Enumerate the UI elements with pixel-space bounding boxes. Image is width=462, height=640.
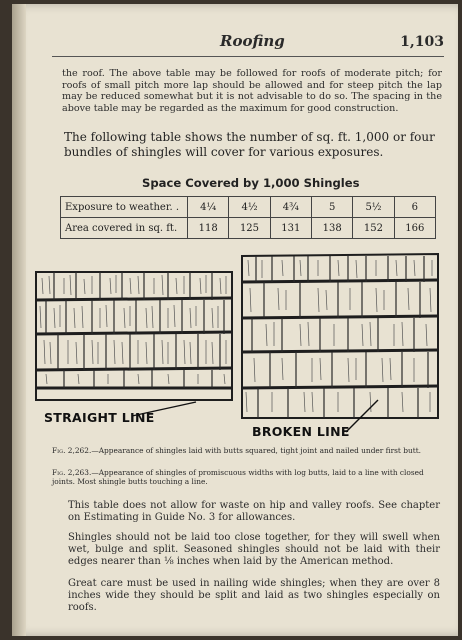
straight-line-label: STRAIGHT LINE xyxy=(44,410,155,425)
table-cell: 4½ xyxy=(229,197,270,218)
straight-line-pointer xyxy=(130,400,200,418)
waste-paragraph: This table does not allow for waste on hip and valley roofs. See chapter on Estimating in Guide No. 3 for allowances. xyxy=(68,500,440,523)
coverage-table xyxy=(60,196,436,239)
page-header xyxy=(52,30,448,56)
spacing-paragraph: Shingles should not be laid too close together, for they will swell when wet, bulge and split. Seasoned shingles should not be laid with their edges nearer than ⅛ inches when laid by the American method. xyxy=(68,532,440,567)
page-gutter xyxy=(12,4,26,636)
table-row xyxy=(61,197,436,218)
figure-caption-2262 xyxy=(52,446,440,455)
table-cell: 138 xyxy=(311,218,352,239)
table-intro-paragraph: The following table shows the number of sq. ft. 1,000 or four bundles of shingles will cover for various exposures. xyxy=(64,130,435,159)
table-cell: 4¼ xyxy=(188,197,229,218)
broken-line-shingle-illustration xyxy=(238,252,442,422)
figure-number: Fig. 2,263. xyxy=(52,468,92,477)
table-cell: 5½ xyxy=(353,197,394,218)
table-cell: 6 xyxy=(394,197,435,218)
table-cell: 125 xyxy=(229,218,270,239)
table-cell: 131 xyxy=(270,218,311,239)
caption-text: —Appearance of shingles laid with butts squared, tight joint and nailed under first butt. xyxy=(91,446,422,455)
table-cell: 152 xyxy=(353,218,394,239)
table-row xyxy=(61,218,436,239)
page-number: 1,103 xyxy=(400,34,444,50)
figure-caption-2263 xyxy=(52,468,440,486)
header-rule xyxy=(52,56,444,57)
table-title: Space Covered by 1,000 Shingles xyxy=(142,176,360,190)
figure-number: Fig. 2,262. xyxy=(52,446,92,455)
broken-line-label: BROKEN LINE xyxy=(252,424,350,439)
table-cell: 5 xyxy=(311,197,352,218)
row-header: Area covered in sq. ft. xyxy=(61,218,188,239)
book-page xyxy=(12,4,458,636)
row-header: Exposure to weather. . xyxy=(61,197,188,218)
straight-line-shingle-illustration xyxy=(34,270,236,406)
running-title: Roofing xyxy=(220,32,285,50)
table-cell: 166 xyxy=(394,218,435,239)
table-cell: 4¾ xyxy=(270,197,311,218)
nailing-paragraph: Great care must be used in nailing wide shingles; when they are over 8 inches wide they should be split and laid as two shingles especially on roofs. xyxy=(68,578,440,613)
table-cell: 118 xyxy=(188,218,229,239)
caption-text: —Appearance of shingles of promiscuous widths with log butts, laid to a line with closed joints. Most shingle butts touching a line. xyxy=(52,468,424,486)
intro-paragraph: the roof. The above table may be followed for roofs of moderate pitch; for roofs of small pitch more lap should be allowed and for steep pitch the lap may be reduced somewhat but it is not advisable to do so. The spacing in the above table may be regarded as the maximum for good construction. xyxy=(62,68,442,114)
